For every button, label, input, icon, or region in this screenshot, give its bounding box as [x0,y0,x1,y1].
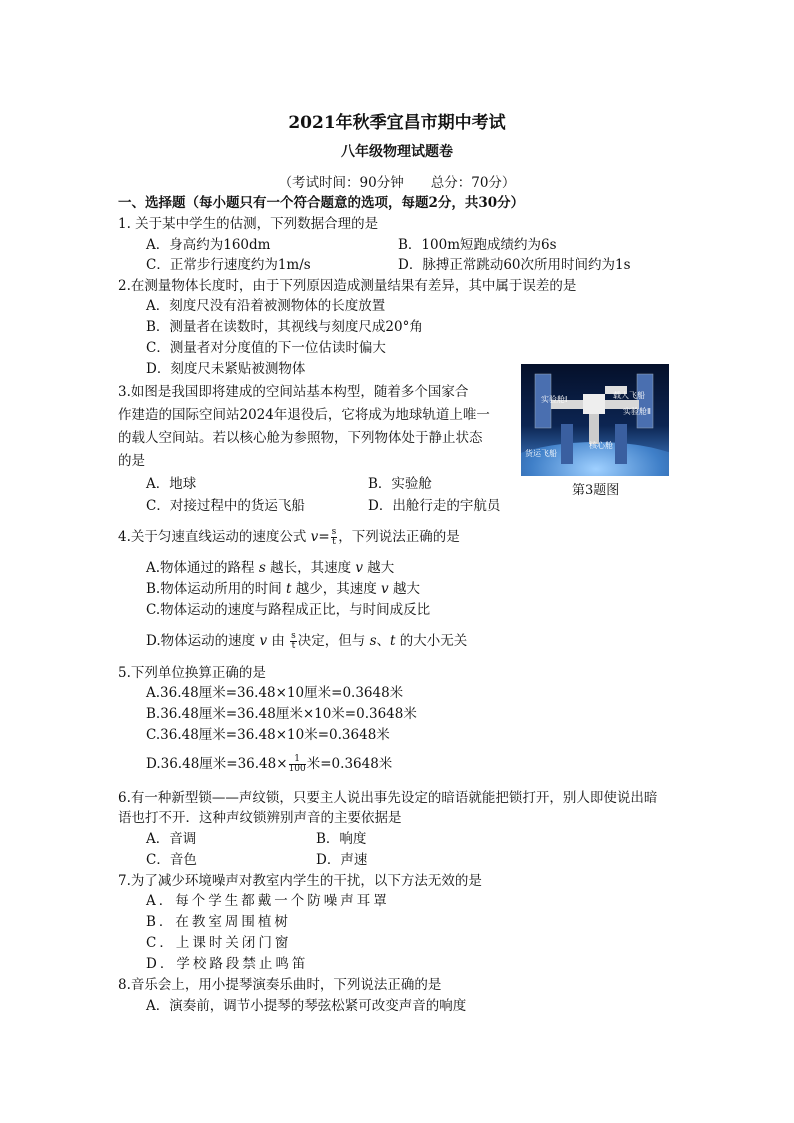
q1-option-a: A．身高约为160dm [146,237,271,253]
q6-stem-line2: 语也打不开．这种声纹锁辨别声音的主要依据是 [118,810,402,826]
q3-stem-line2: 作建造的国际空间站2024年退役后，它将成为地球轨道上唯一 [118,407,490,423]
q7-stem: 7.为了减少环境噪声对教室内学生的干扰，以下方法无效的是 [118,873,482,889]
q1-stem: 1. 关于某中学生的估测，下列数据合理的是 [118,216,379,232]
q4-formula-fraction: $\frac{s}{t}$ [331,527,337,547]
q1-option-d: D．脉搏正常跳动60次所用时间约为1s [398,257,631,273]
space-station-figure [521,364,669,476]
q1-option-c: C．正常步行速度约为1m/s [146,257,311,273]
q3-option-a: A．地球 [146,476,197,492]
q2-option-d: D．刻度尺未紧贴被测物体 [146,361,306,377]
exam-info: （考试时间：90分钟 总分：70分） [278,175,516,191]
q3-option-c: C．对接过程中的货运飞船 [146,498,305,514]
q2-option-b: B．测量者在读数时，其视线与刻度尺成20°角 [146,319,423,335]
q4-option-a: A.物体通过的路程 s 越长，其速度 v 越大 [146,560,395,576]
exam-subtitle: 八年级物理试题卷 [341,144,453,160]
q5-stem: 5.下列单位换算正确的是 [118,665,266,681]
q6-option-b: B．响度 [316,831,367,847]
q7-option-b: B．在教室周围植树 [146,914,291,930]
q2-stem: 2.在测量物体长度时，由于下列原因造成测量结果有差异，其中属于误差的是 [118,278,577,294]
q4-option-b: B.物体运动所用的时间 t 越少，其速度 v 越大 [146,581,420,597]
q2-option-c: C．测量者对分度值的下一位估读时偏大 [146,340,386,356]
q3-option-b: B．实验舱 [368,476,432,492]
figure-label-lab2: 实验舱Ⅱ [623,407,651,416]
figure-caption: 第3题图 [572,483,620,498]
q4-stem: 4.关于匀速直线运动的速度公式 v= $\frac{s}{t}$ ，下列说法正确的是 [118,527,460,547]
q5-d-fraction: $\frac{1}{100}$ [288,754,306,774]
q3-stem-line4: 的是 [118,453,145,469]
q5-option-b: B.36.48厘米=36.48厘米×10米=0.3648米 [146,706,417,722]
q3-option-d: D．出舱行走的宇航员 [368,498,501,514]
q5-option-d: D.36.48厘米=36.48× $\frac{1}{100}$ 米=0.3648米 [146,754,393,774]
q6-stem-line1: 6.有一种新型锁——声纹锁，只要主人说出事先设定的暗语就能把锁打开，别人即使说出暗 [118,790,658,806]
figure-label-core: 核心舱 [589,441,613,450]
q7-option-a: A．每个学生都戴一个防噪声耳罩 [146,893,390,909]
q6-option-d: D．声速 [316,852,368,868]
q8-stem: 8.音乐会上，用小提琴演奏乐曲时，下列说法正确的是 [118,977,442,993]
q4-option-d: D.物体运动的速度 v 由 $\frac{s}{t}$ 决定，但与 s、t 的大小无关 [146,631,468,651]
figure-label-lab1: 实验舱Ⅰ [541,395,568,404]
q4-option-c: C.物体运动的速度与路程成正比，与时间成反比 [146,602,431,618]
q7-option-d: D．学校路段禁止鸣笛 [146,956,309,972]
q6-option-c: C．音色 [146,852,197,868]
q4-d-fraction: $\frac{s}{t}$ [291,631,296,651]
q3-stem-line3: 的载人空间站。若以核心舱为参照物，下列物体处于静止状态 [118,430,483,446]
q5-option-a: A.36.48厘米=36.48×10厘米=0.3648米 [146,685,404,701]
figure-label-cargo: 货运飞船 [525,449,557,458]
q3-stem-line1: 3.如图是我国即将建成的空间站基本构型，随着多个国家合 [118,384,469,400]
space-station-drawing [521,364,669,476]
q7-option-c: C．上课时关闭门窗 [146,935,292,951]
exam-title: 2021年秋季宜昌市期中考试 [288,113,506,133]
section-heading: 一、选择题（每小题只有一个符合题意的选项，每题2分，共30分） [118,195,525,211]
q8-option-a: A．演奏前，调节小提琴的琴弦松紧可改变声音的响度 [146,998,467,1014]
q6-option-a: A．音调 [146,831,197,847]
q5-option-c: C.36.48厘米=36.48×10米=0.3648米 [146,727,390,743]
figure-label-crew: 载人飞船 [613,391,645,400]
q2-option-a: A．刻度尺没有沿着被测物体的长度放置 [146,298,386,314]
q1-option-b: B．100m短跑成绩约为6s [398,237,557,253]
